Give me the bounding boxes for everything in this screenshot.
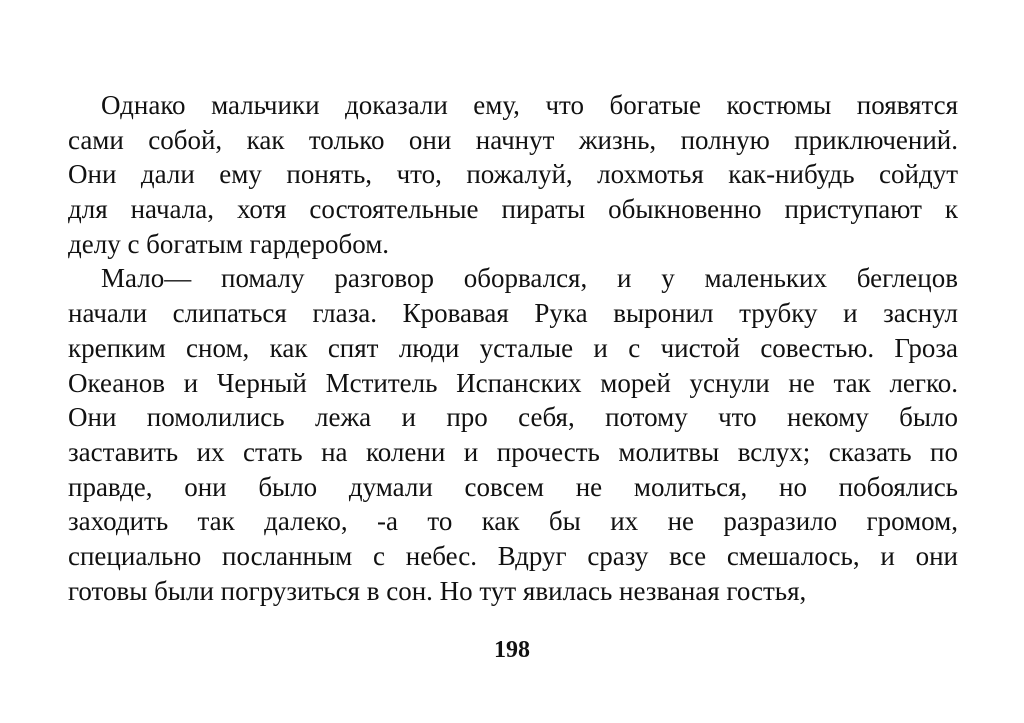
- text-line: Однако мальчики доказали ему, что богатые костюмы появятся: [101, 90, 958, 120]
- text-line: специально посланным с небес. Вдруг сразу все смешалось, и они: [68, 540, 958, 571]
- text-line: Они дали ему понять, что, пожалуй, лохмотья как-нибудь сойдут: [68, 159, 958, 190]
- page-number: 198: [494, 637, 530, 663]
- text-line: начали слипаться глаза. Кровавая Рука выронил трубку и заснул: [68, 298, 958, 329]
- text-line: сами собой, как только они начнут жизнь, полную приключений.: [68, 124, 958, 155]
- text-line: Океанов и Черный Мститель Испанских морей уснули не так легко.: [68, 367, 958, 398]
- text-line: делу с богатым гардеробом.: [68, 228, 390, 259]
- text-line: Мало— помалу разговор оборвался, и у маленьких беглецов: [101, 263, 958, 294]
- text-line: крепким сном, как спят люди усталые и с чистой совестью. Гроза: [68, 332, 958, 363]
- text-line: готовы были погрузиться в сон. Но тут явилась незваная гостья,: [68, 575, 807, 606]
- text-line: правде, они было думали совсем не молиться, но побоялись: [68, 471, 958, 502]
- text-line: Они помолились лежа и про себя, потому что некому было: [68, 402, 958, 433]
- page-body-text: [68, 88, 958, 608]
- text-line: заходить так далеко, -а то как бы их не разразило громом,: [68, 506, 958, 537]
- text-line: заставить их стать на колени и прочесть молитвы вслух; сказать по: [68, 436, 958, 467]
- text-line: для начала, хотя состоятельные пираты обыкновенно приступают к: [68, 194, 958, 225]
